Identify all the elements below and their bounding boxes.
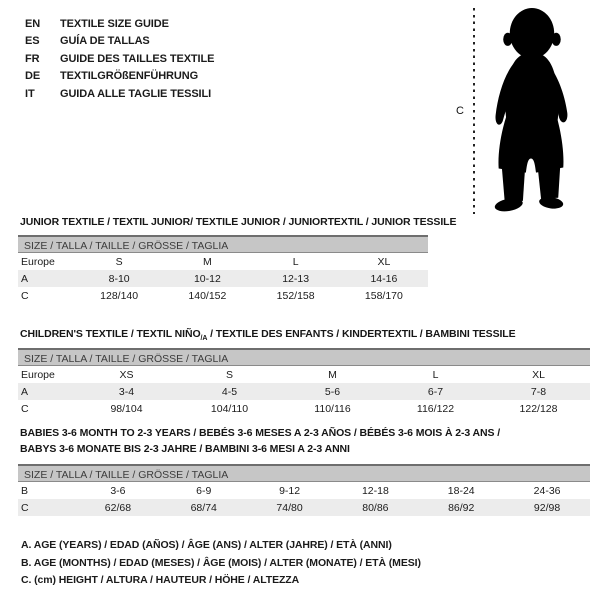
value-cell: 18-24 (447, 484, 475, 497)
row-label: A (18, 270, 75, 287)
table-row-age (18, 270, 428, 287)
legend-line-age-years: A. AGE (YEARS) / EDAD (AÑOS) / ÂGE (ANS) / ALTER (JAHRE) / ETÀ (ANNI) (21, 539, 392, 551)
junior-size-table (18, 235, 428, 304)
row-label: C (21, 402, 29, 415)
language-row-it (25, 86, 214, 103)
language-code: ES (25, 35, 40, 48)
table-row-height (18, 287, 428, 304)
value-cell: 62/68 (75, 499, 161, 516)
size-header-bar: SIZE / TALLA / TAILLE / GRÖSSE / TAGLIA (18, 464, 590, 482)
value-cell: 80/86 (332, 499, 418, 516)
babies-size-table (18, 464, 590, 516)
size-cell: XL (532, 368, 545, 381)
value-cell: 140/152 (188, 289, 227, 302)
size-header-bar: SIZE / TALLA / TAILLE / GRÖSSE / TAGLIA (18, 348, 590, 366)
size-cell: XL (377, 255, 391, 268)
language-label: TEXTILE SIZE GUIDE (60, 18, 169, 30)
legend-line-age-months: B. AGE (MONTHS) / EDAD (MESES) / ÂGE (MOIS) / ALTER (MONATE) / ETÀ (MESI) (21, 556, 421, 569)
table-row-europe (18, 253, 428, 270)
language-code: DE (25, 70, 41, 83)
legend-line-height: C. (cm) HEIGHT / ALTURA / HAUTEUR / HÖHE / ALTEZZA (21, 574, 300, 587)
table-row-height (18, 400, 590, 417)
legend (21, 537, 421, 590)
language-code: FR (25, 52, 40, 65)
children-table-grid (18, 366, 590, 417)
title-line-1: BABIES 3-6 MONTH TO 2-3 YEARS / BEBÉS 3-6 MESES A 2-3 AÑOS / BÉBÉS 3-6 MOIS À 2-3 ANS / (20, 427, 501, 439)
baby-silhouette (486, 6, 582, 218)
row-label: C (21, 289, 29, 302)
table-row-europe (18, 366, 590, 383)
row-label: Europe (21, 368, 55, 381)
value-cell: 92/98 (504, 499, 590, 516)
size-cell: S (225, 368, 233, 381)
value-cell: 110/116 (314, 402, 351, 415)
value-cell: 158/170 (364, 289, 403, 302)
language-code: EN (25, 18, 41, 30)
value-cell: 10-12 (163, 270, 251, 287)
value-cell: 6-7 (384, 383, 487, 400)
language-label: GUIDE DES TAILLES TEXTILE (60, 52, 215, 65)
language-label: TEXTILGRÖßENFÜHRUNG (60, 70, 199, 83)
value-cell: 104/110 (210, 402, 249, 415)
value-cell: 12-18 (361, 484, 389, 497)
babies-table-title (20, 426, 500, 457)
value-cell: 68/74 (161, 499, 247, 516)
value-cell: 9-12 (279, 484, 301, 497)
height-marker-line (473, 8, 475, 214)
size-cell: L (292, 255, 299, 268)
language-label: GUIDA ALLE TAGLIE TESSILI (60, 87, 212, 100)
title-subscript: /A (200, 335, 208, 343)
title-text: / TEXTILE DES ENFANTS / KINDERTEXTIL / BAMBINI TESSILE (207, 328, 516, 340)
value-cell: 3-4 (75, 383, 178, 400)
row-label: C (18, 499, 75, 516)
row-label: B (21, 484, 29, 497)
value-cell: 86/92 (418, 499, 504, 516)
row-label: Europe (21, 255, 55, 268)
value-cell: 3-6 (110, 484, 126, 497)
value-cell: 12-13 (252, 270, 340, 287)
language-row-de (25, 68, 214, 85)
size-cell: M (203, 255, 212, 268)
language-code: IT (25, 87, 35, 100)
children-size-table (18, 348, 590, 417)
children-table-title (20, 327, 516, 347)
language-title-list (25, 16, 214, 103)
title-line-2: BABYS 3-6 MONATE BIS 2-3 JAHRE / BAMBINI 3-6 MESI A 2-3 ANNI (20, 442, 350, 455)
junior-table-title: JUNIOR TEXTILE / TEXTIL JUNIOR/ TEXTILE JUNIOR / JUNIORTEXTIL / JUNIOR TESSILE (20, 216, 457, 228)
value-cell: 98/104 (110, 402, 143, 415)
value-cell: 128/140 (100, 289, 139, 302)
value-cell: 122/128 (519, 402, 558, 415)
value-cell: 5-6 (281, 383, 384, 400)
junior-table-grid (18, 253, 428, 304)
babies-table-grid (18, 482, 590, 516)
size-cell: L (432, 368, 439, 381)
value-cell: 14-16 (340, 270, 428, 287)
size-header-bar: SIZE / TALLA / TAILLE / GRÖSSE / TAGLIA (18, 235, 428, 253)
language-row-en (25, 16, 214, 33)
size-cell: S (115, 255, 123, 268)
value-cell: 116/122 (416, 402, 455, 415)
size-cell: M (328, 368, 337, 381)
height-marker-label: C (456, 105, 464, 117)
size-cell: XS (119, 368, 134, 381)
language-row-es (25, 33, 214, 50)
language-row-fr (25, 51, 214, 68)
value-cell: 74/80 (247, 499, 333, 516)
value-cell: 24-36 (533, 484, 561, 497)
row-label: A (18, 383, 75, 400)
title-text: CHILDREN'S TEXTILE / TEXTIL NIÑO (20, 328, 201, 340)
table-row-months (18, 482, 590, 499)
language-label: GUÍA DE TALLAS (60, 35, 150, 48)
value-cell: 4-5 (178, 383, 281, 400)
table-row-age (18, 383, 590, 400)
value-cell: 6-9 (196, 484, 212, 497)
baby-figure (450, 4, 595, 222)
value-cell: 7-8 (487, 383, 590, 400)
table-row-height (18, 499, 590, 516)
value-cell: 8-10 (75, 270, 163, 287)
value-cell: 152/158 (276, 289, 315, 302)
